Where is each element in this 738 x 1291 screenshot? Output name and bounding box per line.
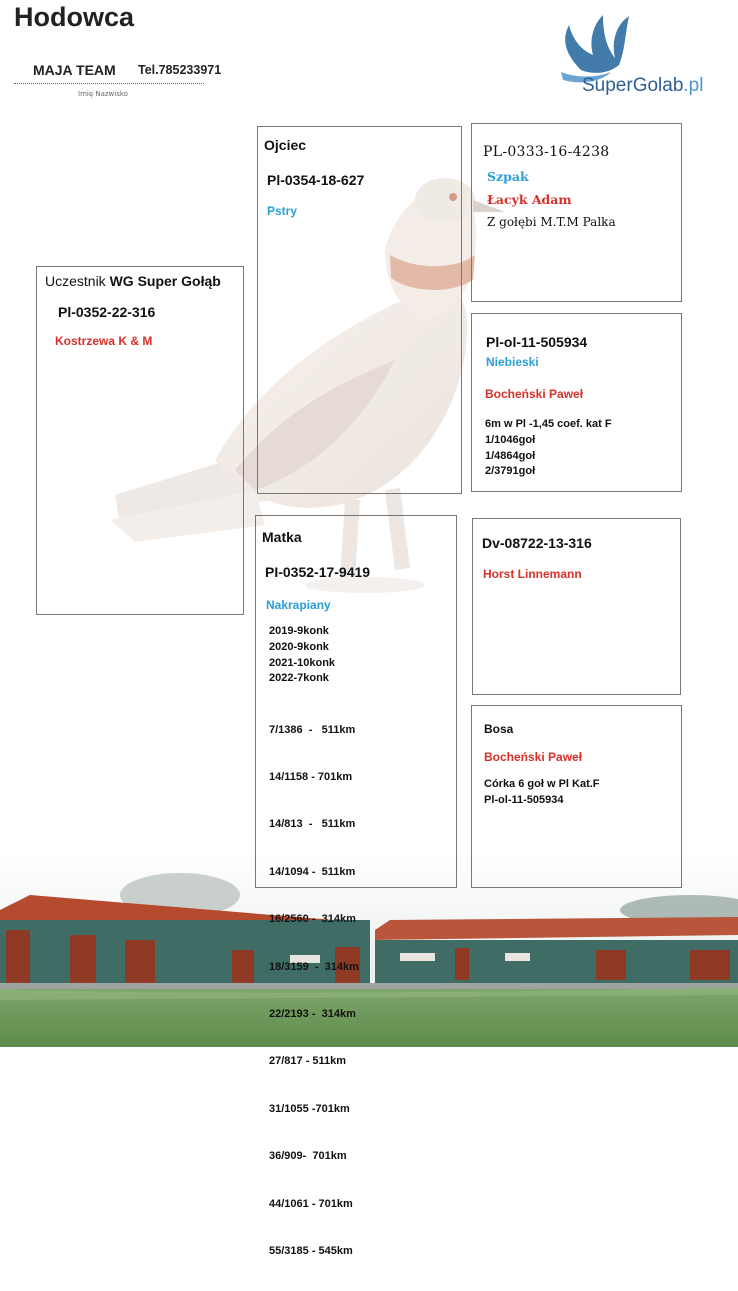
- maternal-grandmother-name: Bosa: [484, 722, 514, 736]
- list-item: Córka 6 goł w Pl Kat.F: [484, 778, 600, 790]
- list-item: 1/4864goł: [485, 449, 536, 462]
- paternal-grandfather-breeder: Łacyk Adam: [487, 192, 572, 207]
- list-item: 31/1055 -701km: [269, 1102, 350, 1115]
- paternal-grandmother-card: [471, 313, 682, 492]
- paternal-grandmother-color: Niebieski: [486, 355, 539, 369]
- participant-label: Uczestnik WG Super Gołąb: [45, 273, 221, 289]
- list-item: 14/813 - 511km: [269, 818, 356, 831]
- list-item: Pl-ol-11-505934: [484, 793, 564, 806]
- maternal-grandfather-breeder: Horst Linnemann: [483, 567, 582, 581]
- list-item: 14/1094 - 511km: [269, 865, 356, 878]
- list-item: 55/3185 - 545km: [269, 1244, 353, 1257]
- list-item: 14/1158 - 701km: [269, 770, 353, 783]
- father-ring: Pl-0354-18-627: [267, 172, 365, 188]
- list-item: 2019-9konk: [269, 625, 329, 637]
- list-item: 36/909- 701km: [269, 1150, 347, 1163]
- logo-wordmark: SuperGolab.pl: [582, 75, 704, 96]
- list-item: 2/3791goł: [485, 465, 536, 478]
- father-card: [257, 126, 462, 494]
- maternal-grandfather-card: [472, 518, 681, 695]
- page-title: Hodowca: [14, 2, 135, 32]
- list-item: 22/2193 - 314km: [269, 1007, 356, 1020]
- name-caption: Imię Nazwisko: [78, 90, 128, 98]
- list-item: 2020-9konk: [269, 640, 329, 653]
- list-item: 44/1061 - 701km: [269, 1197, 353, 1210]
- paternal-grandmother-ring: Pl-ol-11-505934: [486, 334, 588, 350]
- maternal-grandfather-ring: Dv-08722-13-316: [482, 535, 592, 551]
- mother-heading: Matka: [262, 529, 302, 545]
- paternal-grandfather-card: [471, 123, 682, 302]
- list-item: 1/1046goł: [485, 433, 536, 446]
- list-item: 2021-10konk: [269, 656, 336, 669]
- list-item: 7/1386 - 511km: [269, 723, 356, 736]
- mother-results: [269, 691, 359, 1291]
- paternal-grandmother-breeder: Bocheński Paweł: [485, 387, 584, 401]
- breeder-phone: Tel.785233971: [138, 63, 222, 77]
- list-item: 18/3159 - 314km: [269, 960, 359, 973]
- participant-breeder: Kostrzewa K & M: [55, 334, 153, 348]
- paternal-grandfather-ring: PL-0333-16-4238: [483, 144, 610, 160]
- list-item: 27/817 - 511km: [269, 1055, 347, 1068]
- signature-line: [14, 83, 204, 84]
- maternal-grandmother-notes: [484, 777, 600, 809]
- list-item: 2022-7konk: [269, 672, 329, 685]
- list-item: 16/2560 - 314km: [269, 913, 356, 926]
- list-item: 6m w Pl -1,45 coef. kat F: [485, 418, 612, 430]
- father-heading: Ojciec: [264, 137, 307, 153]
- mother-color: Nakrapiany: [266, 598, 331, 612]
- maternal-grandmother-card: [471, 705, 682, 888]
- paternal-grandfather-note: Z gołębi M.T.M Palka: [487, 215, 616, 229]
- breeder-name: MAJA TEAM: [33, 62, 116, 78]
- mother-card: [255, 515, 457, 1257]
- participant-ring: Pl-0352-22-316: [58, 304, 156, 320]
- father-color: Pstry: [267, 204, 298, 218]
- mother-ring: PI-0352-17-9419: [265, 564, 371, 580]
- maternal-grandmother-breeder: Bocheński Paweł: [484, 750, 583, 764]
- participant-card: [36, 266, 244, 615]
- paternal-grandfather-color: Szpak: [487, 169, 529, 184]
- mother-seasons: [269, 624, 335, 687]
- paternal-grandmother-results: [485, 417, 612, 480]
